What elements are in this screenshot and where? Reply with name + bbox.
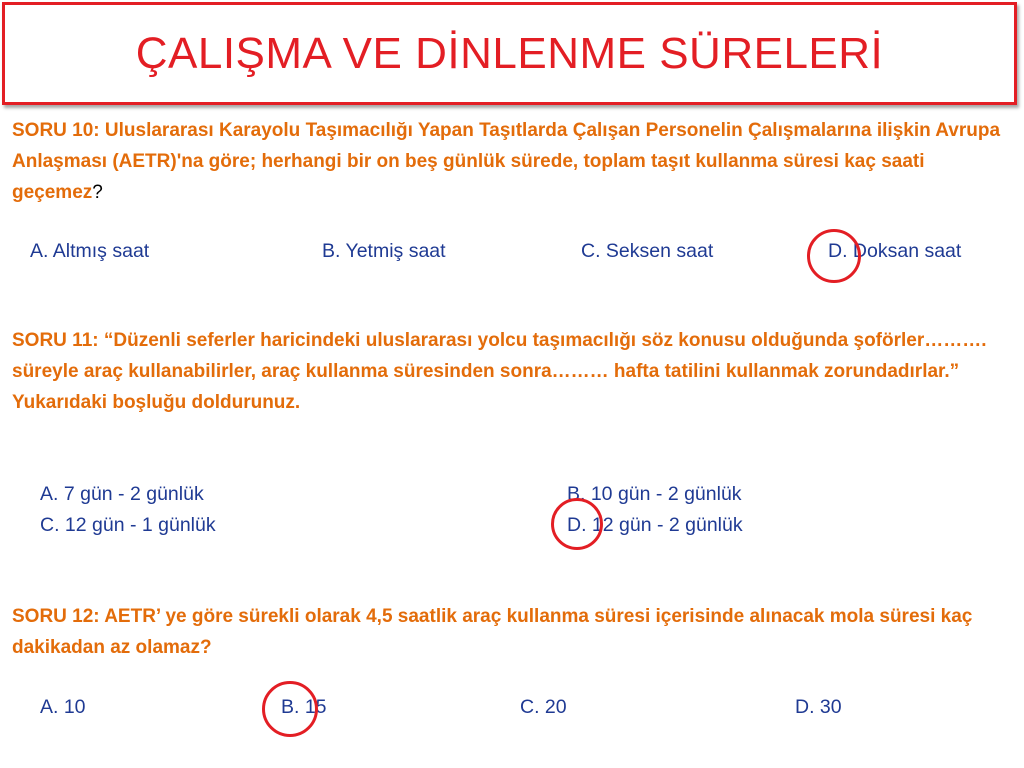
q10-option-a: A. Altmış saat [30,240,150,262]
question-10-text: SORU 10: Uluslararası Karayolu Taşımacılığı Yapan Taşıtlarda Çalışan Personelin Çalışmalarına ilişkin Avrupa Anlaşması (AETR)'na göre; herhangi bir on beş günlük sürede, toplam taşıt kullanma süresi kaç saati geçemez [12,120,1001,203]
q12-option-a: A. 10 [40,696,86,718]
q10-option-b: B. Yetmiş saat [322,240,446,262]
q10-option-d: D. Doksan saat [828,240,962,262]
question-12 [12,601,1012,663]
question-12-text: SORU 12: AETR’ ye göre sürekli olarak 4,5 saatlik araç kullanma süresi içerisinde alınacak mola süresi kaç dakikadan az olamaz? [12,606,973,658]
q11-option-c: C. 12 gün - 1 günlük [40,514,216,536]
q11-option-d: D. 12 gün - 2 günlük [567,514,743,536]
question-11-text: SORU 11: “Düzenli seferler haricindeki uluslararası yolcu taşımacılığı söz konusu olduğunda şoförler………. süreyle araç kullanabilirler, araç kullanma süresinden sonra……… hafta tatilini kullanmak zorundadırlar.” [12,330,987,382]
q12-option-b: B. 15 [281,696,327,718]
q11-option-b: B. 10 gün - 2 günlük [567,483,742,505]
page-title: ÇALIŞMA VE DİNLENME SÜRELERİ [135,28,884,78]
q10-option-c: C. Seksen saat [581,240,714,262]
question-10-mark: ? [92,182,103,203]
question-11 [12,325,1012,418]
q11-option-a: A. 7 gün - 2 günlük [40,483,204,505]
question-10 [12,115,1012,208]
title-box [2,2,1017,105]
question-11-instruction: Yukarıdaki boşluğu doldurunuz. [12,392,301,413]
q12-option-c: C. 20 [520,696,567,718]
q12-option-d: D. 30 [795,696,842,718]
